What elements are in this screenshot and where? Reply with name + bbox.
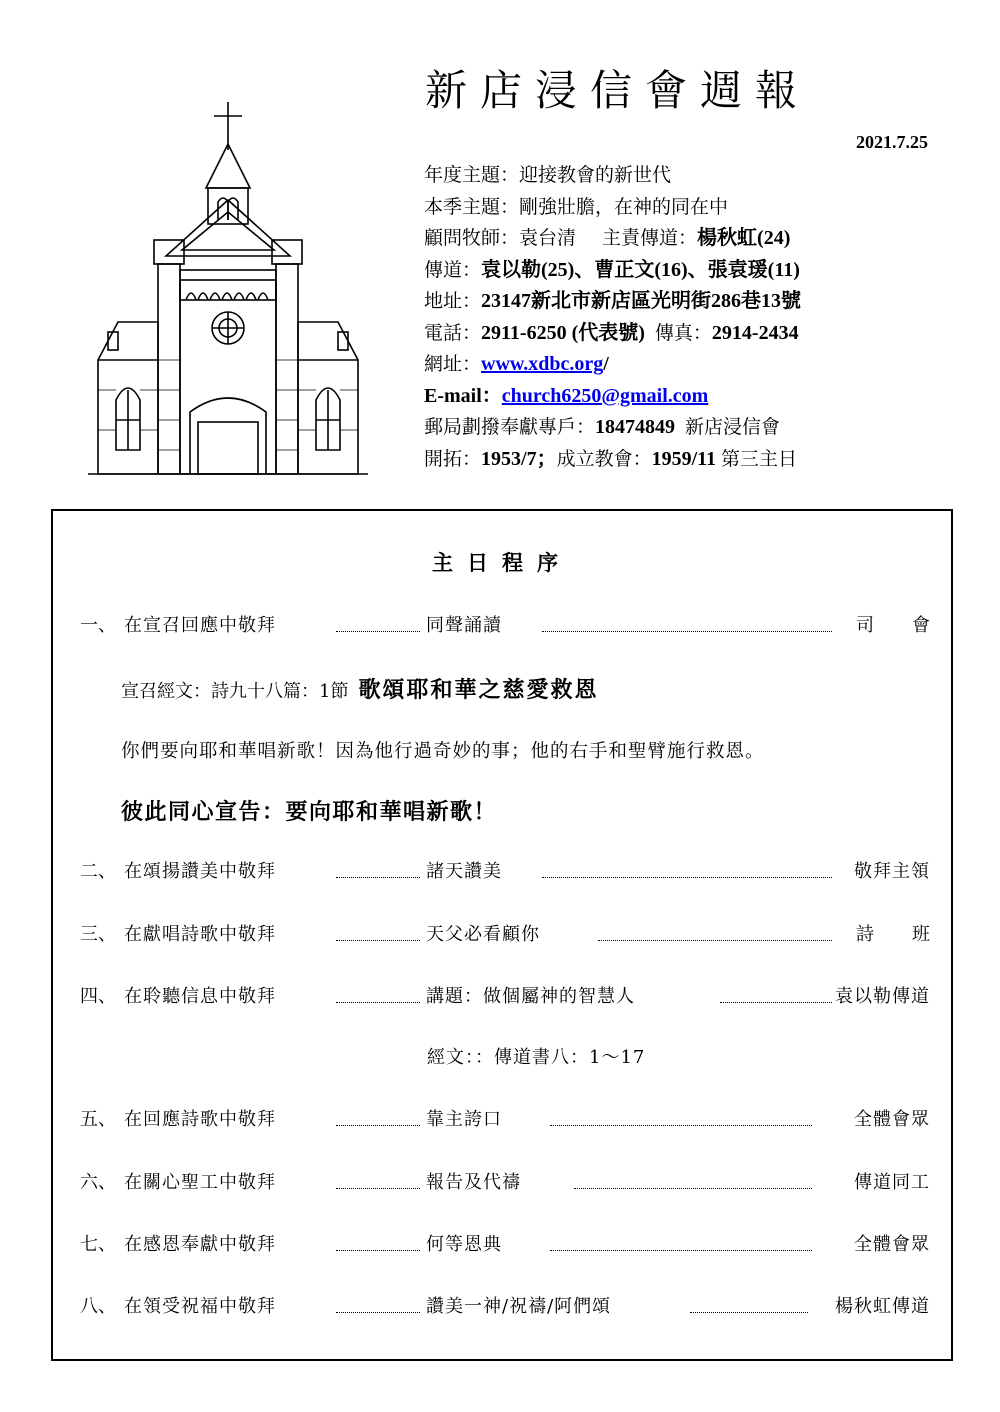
service-item-5: 五、 在回應詩歌中敬拜 靠主誇口 全體會眾 bbox=[80, 1109, 930, 1130]
sermon-scripture: 經文：：傳道書八：1～17 bbox=[427, 1047, 646, 1068]
pastors: 顧問牧師：袁台清 主責傳道：楊秋虹(24) bbox=[424, 227, 791, 249]
church-illustration-icon bbox=[78, 100, 378, 490]
service-item-4: 四、 在聆聽信息中敬拜 講題：做個屬神的智慧人 袁以勒傳道 bbox=[80, 986, 930, 1007]
service-item-8: 八、 在領受祝福中敬拜 讚美一神/祝禱/阿們頌 楊秋虹傳道 bbox=[80, 1296, 930, 1317]
email-link[interactable]: church6250@gmail.com bbox=[501, 384, 709, 407]
service-item-7: 七、 在感恩奉獻中敬拜 何等恩典 全體會眾 bbox=[80, 1234, 930, 1255]
order-of-service-box bbox=[51, 509, 968, 1361]
website: 網址：www.xdbc.org/ bbox=[424, 353, 609, 375]
declaration: 彼此同心宣告：要向耶和華唱新歌！ bbox=[121, 799, 498, 825]
service-item-6: 六、 在關心聖工中敬拜 報告及代禱 傳道同工 bbox=[80, 1172, 930, 1193]
call-to-worship: 宣召經文：詩九十八篇：1節 歌頌耶和華之慈愛救恩 bbox=[121, 677, 599, 703]
website-link[interactable]: www.xdbc.org bbox=[481, 353, 604, 375]
preachers: 傳道：袁以勒(25)、曹正文(16)、張袁瑗(11) bbox=[424, 258, 800, 281]
service-item-3: 三、 在獻唱詩歌中敬拜 天父必看顧你 詩班 bbox=[80, 924, 968, 945]
email: E-mail：church6250@gmail.com bbox=[424, 384, 709, 407]
service-item-2: 二、 在頌揚讚美中敬拜 諸天讚美 敬拜主領 bbox=[80, 861, 930, 882]
season-theme: 本季主題：剛強壯膽，在神的同在中 bbox=[424, 195, 729, 218]
bulletin-title: 新店浸信會週報 bbox=[425, 66, 811, 115]
order-of-service-title: 主日程序 bbox=[432, 551, 572, 575]
church-info bbox=[424, 160, 944, 475]
address: 地址：23147新北市新店區光明街286巷13號 bbox=[424, 290, 802, 312]
bulletin-date: 2021.7.25 bbox=[856, 132, 928, 152]
phone-fax: 電話：2911-6250 (代表號) 傳真：2914-2434 bbox=[424, 321, 799, 344]
founding-dates: 開拓：1953/7；成立教會：1959/11 第三主日 bbox=[424, 447, 798, 470]
scripture-verse: 你們要向耶和華唱新歌！因為他行過奇妙的事；他的右手和聖臂施行救恩。 bbox=[121, 741, 765, 762]
annual-theme: 年度主題：迎接教會的新世代 bbox=[424, 164, 672, 186]
service-item-1: 一、 在宣召回應中敬拜 同聲誦讀 司會 bbox=[80, 615, 968, 636]
postal-account: 郵局劃撥奉獻專戶：18474849 新店浸信會 bbox=[424, 416, 781, 438]
